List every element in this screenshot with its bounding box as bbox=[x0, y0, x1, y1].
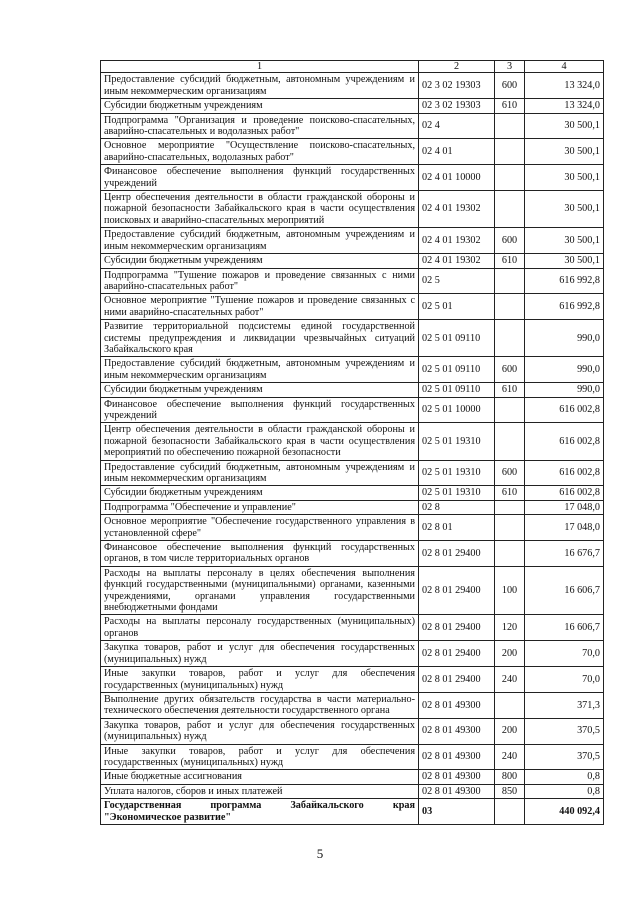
row-name-cell: Иные закупки товаров, работ и услуг для обеспечения государственных (муниципальных) нужд bbox=[101, 744, 419, 770]
row-name-cell: Центр обеспечения деятельности в области гражданской обороны и пожарной безопасности Забайкальского края в части осуществления поисковых и аварийно-спасательных мероприятий bbox=[101, 191, 419, 228]
row-name-cell: Подпрограмма "Организация и проведение поисково-спасательных, аварийно-спасательных и водолазных работ" bbox=[101, 113, 419, 139]
row-amount-cell: 990,0 bbox=[525, 383, 604, 397]
table-row bbox=[101, 566, 604, 615]
row-code-cell: 02 4 01 19302 bbox=[419, 191, 495, 228]
row-expense-type-cell: 850 bbox=[495, 784, 525, 798]
table-row bbox=[101, 228, 604, 254]
row-code-cell: 02 8 01 29400 bbox=[419, 615, 495, 641]
row-amount-cell: 616 002,8 bbox=[525, 423, 604, 460]
row-name-cell: Развитие территориальной подсистемы единой государственной системы предупреждения и ликвидации чрезвычайных ситуаций Забайкальского края bbox=[101, 320, 419, 357]
table-row bbox=[101, 99, 604, 113]
table-row bbox=[101, 165, 604, 191]
row-amount-cell: 0,8 bbox=[525, 770, 604, 784]
row-expense-type-cell bbox=[495, 799, 525, 825]
row-expense-type-cell bbox=[495, 692, 525, 718]
row-expense-type-cell: 240 bbox=[495, 744, 525, 770]
table-row bbox=[101, 500, 604, 514]
row-amount-cell: 616 002,8 bbox=[525, 460, 604, 486]
row-amount-cell: 30 500,1 bbox=[525, 254, 604, 268]
row-code-cell: 02 5 01 bbox=[419, 294, 495, 320]
row-code-cell: 02 3 02 19303 bbox=[419, 73, 495, 99]
table-row bbox=[101, 770, 604, 784]
row-expense-type-cell: 610 bbox=[495, 383, 525, 397]
row-code-cell: 02 4 01 bbox=[419, 139, 495, 165]
table-row bbox=[101, 268, 604, 294]
row-name-cell: Основное мероприятие "Осуществление поисково-спасательных, аварийно-спасательных, водолазных работ" bbox=[101, 139, 419, 165]
table-row bbox=[101, 397, 604, 423]
row-code-cell: 02 4 01 10000 bbox=[419, 165, 495, 191]
table-row bbox=[101, 667, 604, 693]
row-amount-cell: 370,5 bbox=[525, 718, 604, 744]
row-name-cell: Субсидии бюджетным учреждениям bbox=[101, 99, 419, 113]
row-name-cell: Предоставление субсидий бюджетным, автономным учреждениям и иным некоммерческим организациям bbox=[101, 460, 419, 486]
row-amount-cell: 371,3 bbox=[525, 692, 604, 718]
row-amount-cell: 30 500,1 bbox=[525, 165, 604, 191]
row-code-cell: 02 8 01 29400 bbox=[419, 667, 495, 693]
row-amount-cell: 616 992,8 bbox=[525, 268, 604, 294]
row-name-cell: Финансовое обеспечение выполнения функций государственных учреждений bbox=[101, 397, 419, 423]
row-expense-type-cell bbox=[495, 191, 525, 228]
row-code-cell: 02 4 bbox=[419, 113, 495, 139]
row-amount-cell: 70,0 bbox=[525, 641, 604, 667]
row-name-cell: Основное мероприятие "Обеспечение государственного управления в установленной сфере" bbox=[101, 515, 419, 541]
header-col-2: 2 bbox=[419, 61, 495, 73]
row-amount-cell: 16 606,7 bbox=[525, 615, 604, 641]
row-expense-type-cell bbox=[495, 397, 525, 423]
header-col-3: 3 bbox=[495, 61, 525, 73]
row-expense-type-cell: 100 bbox=[495, 566, 525, 615]
row-amount-cell: 17 048,0 bbox=[525, 515, 604, 541]
table-body bbox=[101, 73, 604, 825]
table-row bbox=[101, 692, 604, 718]
row-amount-cell: 16 606,7 bbox=[525, 566, 604, 615]
row-name-cell: Закупка товаров, работ и услуг для обеспечения государственных (муниципальных) нужд bbox=[101, 641, 419, 667]
table-row bbox=[101, 73, 604, 99]
row-amount-cell: 13 324,0 bbox=[525, 99, 604, 113]
row-code-cell: 02 8 01 29400 bbox=[419, 641, 495, 667]
row-name-cell: Предоставление субсидий бюджетным, автономным учреждениям и иным некоммерческим организациям bbox=[101, 228, 419, 254]
row-expense-type-cell bbox=[495, 320, 525, 357]
row-amount-cell: 17 048,0 bbox=[525, 500, 604, 514]
row-expense-type-cell: 610 bbox=[495, 99, 525, 113]
row-amount-cell: 30 500,1 bbox=[525, 139, 604, 165]
table-row bbox=[101, 383, 604, 397]
row-expense-type-cell bbox=[495, 268, 525, 294]
row-code-cell: 02 8 01 49300 bbox=[419, 770, 495, 784]
row-expense-type-cell: 600 bbox=[495, 73, 525, 99]
row-code-cell: 02 3 02 19303 bbox=[419, 99, 495, 113]
table-row bbox=[101, 486, 604, 500]
row-amount-cell: 13 324,0 bbox=[525, 73, 604, 99]
row-code-cell: 02 5 01 09110 bbox=[419, 320, 495, 357]
row-name-cell: Предоставление субсидий бюджетным, автономным учреждениям и иным некоммерческим организациям bbox=[101, 357, 419, 383]
row-code-cell: 03 bbox=[419, 799, 495, 825]
row-amount-cell: 990,0 bbox=[525, 320, 604, 357]
row-code-cell: 02 5 bbox=[419, 268, 495, 294]
row-expense-type-cell: 120 bbox=[495, 615, 525, 641]
table-row bbox=[101, 641, 604, 667]
row-code-cell: 02 4 01 19302 bbox=[419, 254, 495, 268]
table-row bbox=[101, 294, 604, 320]
row-expense-type-cell bbox=[495, 139, 525, 165]
row-name-cell: Предоставление субсидий бюджетным, автономным учреждениям и иным некоммерческим организациям bbox=[101, 73, 419, 99]
header-row bbox=[101, 61, 604, 73]
row-code-cell: 02 8 01 49300 bbox=[419, 718, 495, 744]
row-code-cell: 02 5 01 09110 bbox=[419, 357, 495, 383]
table-row bbox=[101, 784, 604, 798]
row-expense-type-cell: 610 bbox=[495, 254, 525, 268]
row-name-cell: Расходы на выплаты персоналу государственных (муниципальных) органов bbox=[101, 615, 419, 641]
table-row bbox=[101, 191, 604, 228]
table-row bbox=[101, 799, 604, 825]
row-expense-type-cell bbox=[495, 515, 525, 541]
header-col-4: 4 bbox=[525, 61, 604, 73]
row-code-cell: 02 8 01 29400 bbox=[419, 566, 495, 615]
row-expense-type-cell bbox=[495, 500, 525, 514]
row-expense-type-cell: 200 bbox=[495, 718, 525, 744]
table-row bbox=[101, 541, 604, 567]
row-code-cell: 02 8 01 bbox=[419, 515, 495, 541]
row-code-cell: 02 5 01 09110 bbox=[419, 383, 495, 397]
row-expense-type-cell bbox=[495, 113, 525, 139]
row-name-cell: Государственная программа Забайкальского края "Экономическое развитие" bbox=[101, 799, 419, 825]
row-expense-type-cell: 200 bbox=[495, 641, 525, 667]
budget-table bbox=[100, 60, 604, 825]
table-row bbox=[101, 357, 604, 383]
row-name-cell: Основное мероприятие "Тушение пожаров и проведение связанных с ними аварийно-спасательных работ" bbox=[101, 294, 419, 320]
row-name-cell: Закупка товаров, работ и услуг для обеспечения государственных (муниципальных) нужд bbox=[101, 718, 419, 744]
row-name-cell: Расходы на выплаты персоналу в целях обеспечения выполнения функций государственными (муниципальными) органами, казенными учреждениями, органами управления государственными внебюджетными фондами bbox=[101, 566, 419, 615]
row-amount-cell: 616 002,8 bbox=[525, 397, 604, 423]
row-amount-cell: 616 002,8 bbox=[525, 486, 604, 500]
row-code-cell: 02 5 01 19310 bbox=[419, 460, 495, 486]
row-name-cell: Финансовое обеспечение выполнения функций государственных учреждений bbox=[101, 165, 419, 191]
table-row bbox=[101, 113, 604, 139]
table-row bbox=[101, 615, 604, 641]
row-amount-cell: 70,0 bbox=[525, 667, 604, 693]
row-code-cell: 02 5 01 19310 bbox=[419, 423, 495, 460]
row-expense-type-cell: 600 bbox=[495, 357, 525, 383]
row-name-cell: Финансовое обеспечение выполнения функций государственных органов, в том числе территориальных органов bbox=[101, 541, 419, 567]
header-col-1: 1 bbox=[101, 61, 419, 73]
row-code-cell: 02 8 bbox=[419, 500, 495, 514]
row-name-cell: Подпрограмма "Обеспечение и управление" bbox=[101, 500, 419, 514]
row-name-cell: Центр обеспечения деятельности в области гражданской обороны и пожарной безопасности Забайкальского края в части осуществления мероприятий по обеспечению пожарной безопасности bbox=[101, 423, 419, 460]
row-expense-type-cell: 610 bbox=[495, 486, 525, 500]
row-name-cell: Субсидии бюджетным учреждениям bbox=[101, 254, 419, 268]
row-expense-type-cell bbox=[495, 294, 525, 320]
row-name-cell: Субсидии бюджетным учреждениям bbox=[101, 383, 419, 397]
row-code-cell: 02 8 01 49300 bbox=[419, 784, 495, 798]
table-row bbox=[101, 744, 604, 770]
row-amount-cell: 370,5 bbox=[525, 744, 604, 770]
table-row bbox=[101, 515, 604, 541]
row-code-cell: 02 8 01 49300 bbox=[419, 692, 495, 718]
row-name-cell: Подпрограмма "Тушение пожаров и проведение связанных с ними аварийно-спасательных работ" bbox=[101, 268, 419, 294]
row-amount-cell: 30 500,1 bbox=[525, 191, 604, 228]
row-name-cell: Выполнение других обязательств государства в части материально-технического обеспечения деятельности государственного органа bbox=[101, 692, 419, 718]
row-code-cell: 02 5 01 10000 bbox=[419, 397, 495, 423]
row-amount-cell: 0,8 bbox=[525, 784, 604, 798]
row-name-cell: Иные бюджетные ассигнования bbox=[101, 770, 419, 784]
row-code-cell: 02 4 01 19302 bbox=[419, 228, 495, 254]
table-row bbox=[101, 254, 604, 268]
table-header bbox=[101, 61, 604, 73]
row-expense-type-cell: 240 bbox=[495, 667, 525, 693]
row-code-cell: 02 8 01 49300 bbox=[419, 744, 495, 770]
row-expense-type-cell: 800 bbox=[495, 770, 525, 784]
row-code-cell: 02 8 01 29400 bbox=[419, 541, 495, 567]
row-name-cell: Иные закупки товаров, работ и услуг для обеспечения государственных (муниципальных) нужд bbox=[101, 667, 419, 693]
row-expense-type-cell bbox=[495, 541, 525, 567]
page-number: 5 bbox=[316, 846, 324, 861]
row-expense-type-cell bbox=[495, 423, 525, 460]
table-row bbox=[101, 460, 604, 486]
row-name-cell: Субсидии бюджетным учреждениям bbox=[101, 486, 419, 500]
table-row bbox=[101, 718, 604, 744]
table-row bbox=[101, 320, 604, 357]
table-row bbox=[101, 423, 604, 460]
row-amount-cell: 30 500,1 bbox=[525, 228, 604, 254]
row-amount-cell: 30 500,1 bbox=[525, 113, 604, 139]
row-amount-cell: 440 092,4 bbox=[525, 799, 604, 825]
row-expense-type-cell: 600 bbox=[495, 228, 525, 254]
row-code-cell: 02 5 01 19310 bbox=[419, 486, 495, 500]
row-expense-type-cell: 600 bbox=[495, 460, 525, 486]
row-expense-type-cell bbox=[495, 165, 525, 191]
row-name-cell: Уплата налогов, сборов и иных платежей bbox=[101, 784, 419, 798]
table-row bbox=[101, 139, 604, 165]
row-amount-cell: 616 992,8 bbox=[525, 294, 604, 320]
row-amount-cell: 990,0 bbox=[525, 357, 604, 383]
row-amount-cell: 16 676,7 bbox=[525, 541, 604, 567]
